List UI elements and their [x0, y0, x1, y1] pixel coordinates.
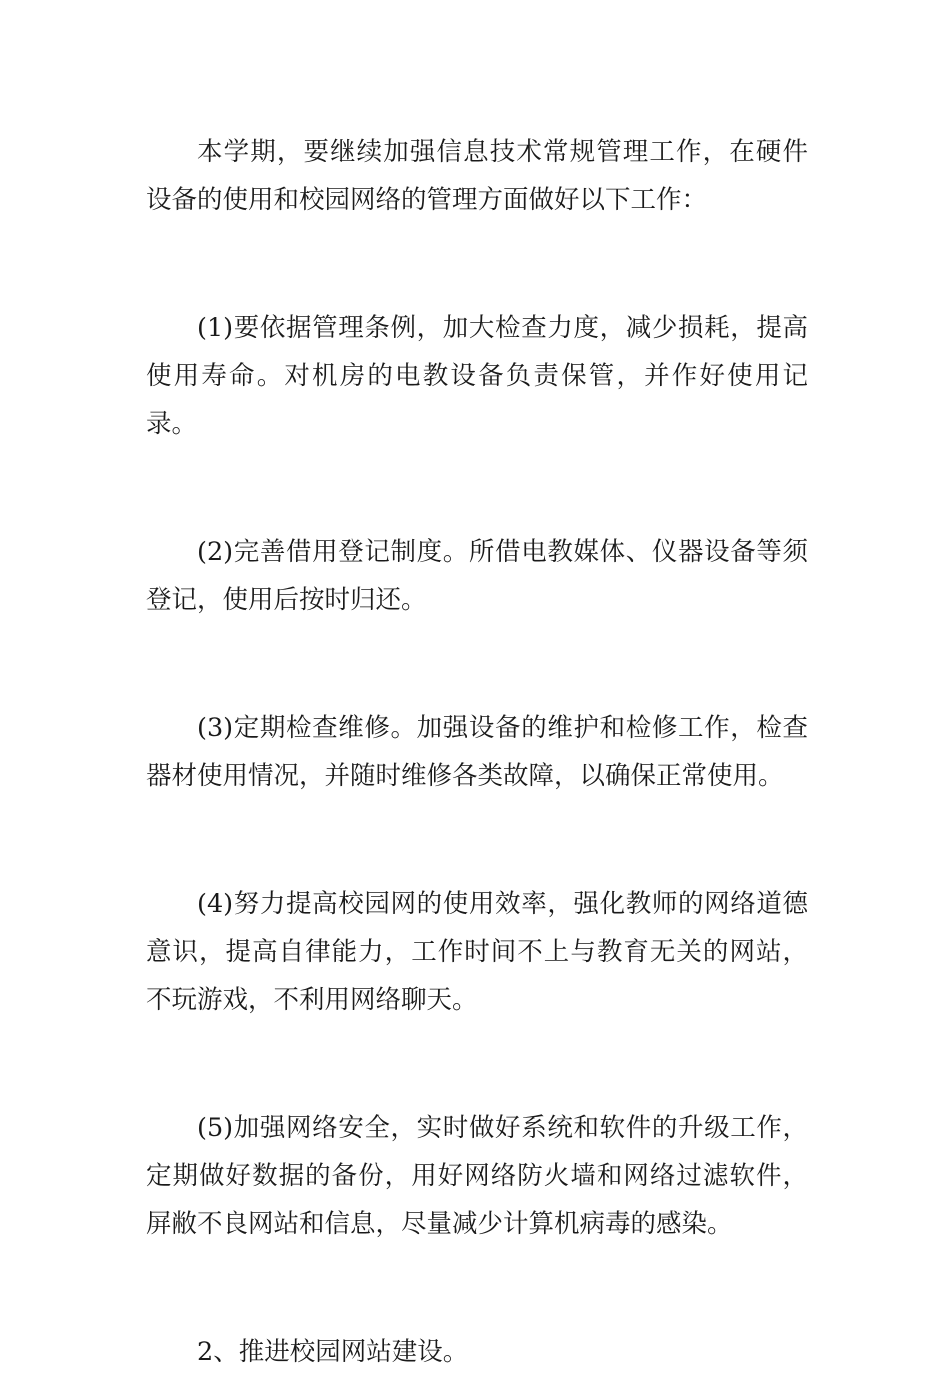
item-2-paragraph: (2)完善借用登记制度。所借电教媒体、仪器设备等须登记，使用后按时归还。 [146, 537, 808, 615]
section-heading: 2、推进校园网站建设。 [197, 1337, 469, 1367]
item-5-paragraph: (5)加强网络安全，实时做好系统和软件的升级工作，定期做好数据的备份，用好网络防火墙和网络过滤软件，屏敝不良网站和信息，尽量减少计算机病毒的感染。 [146, 1113, 808, 1239]
item-1-paragraph: (1)要依据管理条例，加大检查力度，减少损耗，提高使用寿命。对机房的电教设备负责保管，并作好使用记录。 [146, 313, 808, 439]
item-4-paragraph: (4)努力提高校园网的使用效率，强化教师的网络道德意识，提高自律能力，工作时间不上与教育无关的网站，不玩游戏，不利用网络聊天。 [146, 889, 808, 1015]
item-3-paragraph: (3)定期检查维修。加强设备的维护和检修工作，检查器材使用情况，并随时维修各类故障，以确保正常使用。 [146, 713, 808, 791]
document-body [146, 128, 808, 1376]
intro-paragraph: 本学期，要继续加强信息技术常规管理工作，在硬件设备的使用和校园网络的管理方面做好以下工作： [146, 137, 808, 215]
